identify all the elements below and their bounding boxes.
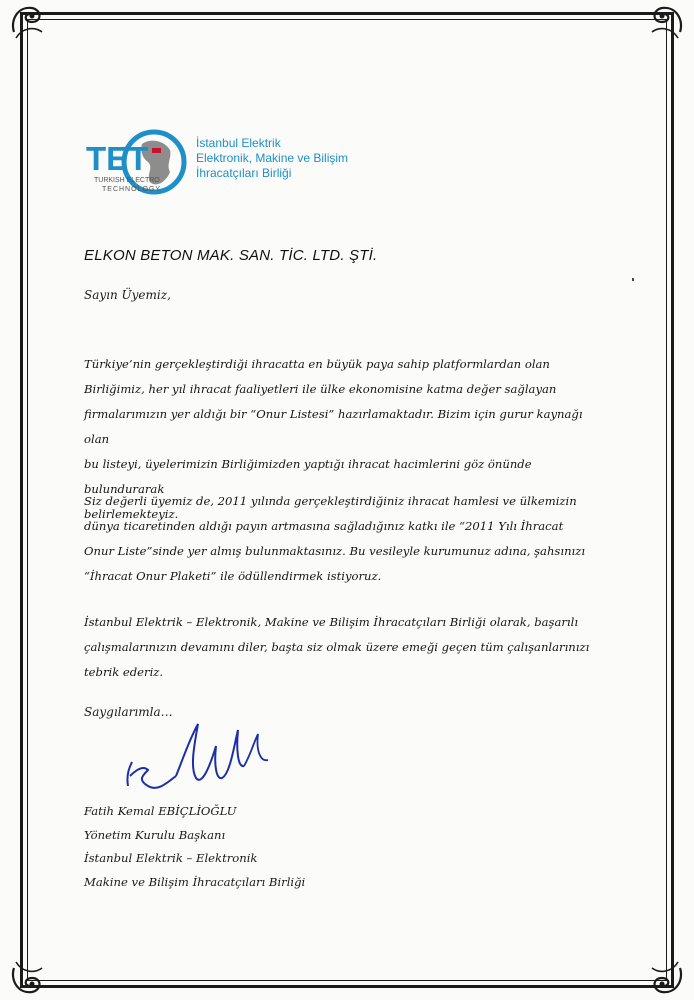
turkey-flag-icon [152,148,161,153]
corner-ornament-icon [646,958,686,998]
paragraph-line: Siz değerli üyemiz de, 2011 yılında gerçekleştirdiğiniz ihracat hamlesi ve ülkemizin [84,494,577,508]
signatory-org-line: Makine ve Bilişim İhracatçıları Birliği [84,874,306,889]
paragraph-line: firmalarımızın yer aldığı bir “Onur Listesi” hazırlamaktadır. Bizim için gurur kaynağı olan [84,407,583,446]
logo-sub1: TURKISH ELECTRO [94,177,160,184]
scan-speck [632,278,634,281]
paragraph-line: Birliğimiz, her yıl ihracat faaliyetleri ile ülke ekonomisine katma değer sağlayan [84,382,557,396]
signatory-name: Fatih Kemal EBİÇLİOĞLU [84,804,237,818]
signatory-block [84,800,305,894]
paragraph-line: Türkiye’nin gerçekleştirdiği ihracatta en büyük paya sahip platformlardan olan [84,357,550,371]
org-name-line: Elektronik, Makine ve Bilişim [196,151,349,165]
greeting: Sayın Üyemiz, [84,288,171,302]
handwritten-signature [118,716,278,800]
corner-ornament-icon [8,958,48,998]
paragraph-2 [84,489,604,589]
corner-ornament-icon [646,2,686,42]
recipient-company: ELKON BETON MAK. SAN. TİC. LTD. ŞTİ. [84,247,378,264]
paragraph-line: tebrik ederiz. [84,665,164,679]
paragraph-line: çalışmalarınızın devamını diler, başta siz olmak üzere emeği geçen tüm çalışanlarınızı [84,640,590,654]
paragraph-line: bu listeyi, üyelerimizin Birliğimizden yaptığı ihracat hacimlerini göz önünde bulundurarak [84,457,532,496]
paragraph-line: “İhracat Onur Plaketi” ile ödüllendirmek istiyoruz. [84,569,382,583]
paragraph-line: İstanbul Elektrik – Elektronik, Makine ve Bilişim İhracatçıları Birliği olarak, başarılı [84,615,579,629]
paragraph-line: belirlemekteyiz. [84,507,179,521]
organization-name [196,136,348,181]
paragraph-line: dünya ticaretinden aldığı payın artmasına sağladığınız katkı ile “2011 Yılı İhracat [84,519,564,533]
signatory-org-line: İstanbul Elektrik – Elektronik [84,851,258,865]
closing-salutation: Saygılarımla… [84,705,173,719]
paragraph-line: Onur Liste”sinde yer almış bulunmaktasınız. Bu vesileyle kurumunuz adına, şahsınızı [84,544,586,558]
corner-ornament-icon [8,2,48,42]
tet-logo [84,124,194,208]
logo-sub2: TECHNOLOGY [102,186,162,193]
org-name-line: İstanbul Elektrik [196,136,281,150]
signatory-title: Yönetim Kurulu Başkanı [84,827,226,842]
org-name-line: İhracatçıları Birliği [196,166,292,180]
logo-text: TET [86,140,149,177]
paragraph-3 [84,610,604,685]
